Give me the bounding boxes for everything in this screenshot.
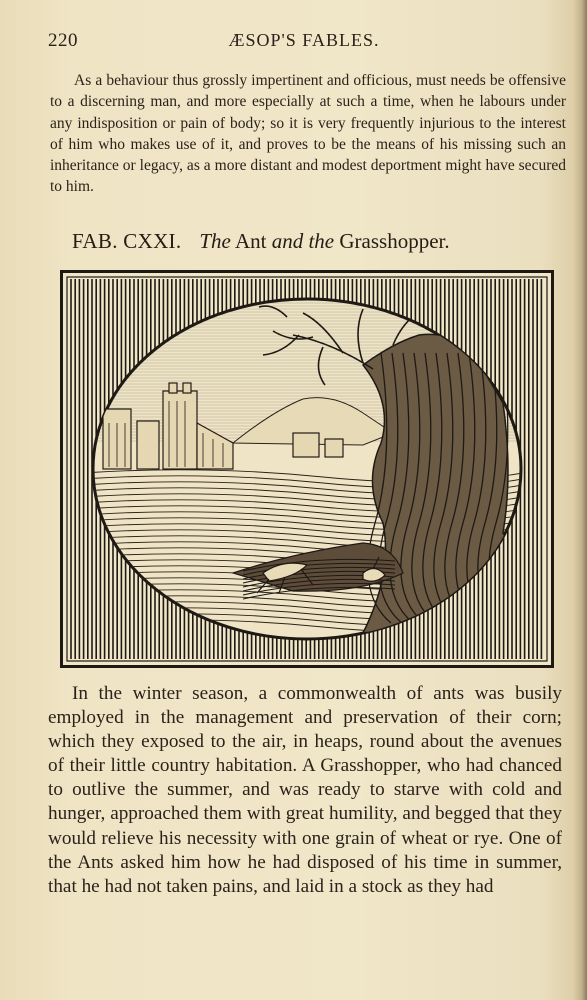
fable-title-word-and-the: and the <box>271 229 335 253</box>
fable-number: FAB. CXXI. <box>72 229 182 253</box>
woodcut-illustration <box>60 270 554 668</box>
page-header <box>48 30 560 56</box>
page-edge-shadow <box>573 0 587 1000</box>
fable-title-word-ant: Ant <box>234 229 267 253</box>
fable-title-word-grasshopper: Grasshopper. <box>339 229 450 253</box>
running-title: ÆSOP'S FABLES. <box>228 30 380 50</box>
page-number: 220 <box>48 30 78 51</box>
top-paragraph: As a behaviour thus grossly impertinent and officious, must needs be offensive to a discerning man, and more especially at such a time, when he labours under any indisposition or pain of body; so it is very frequently injurious to the interest of him who makes use of it, and proves to be the means of his missing such an inheritance or legacy, as a more distant and modest deportment might have secured to him. <box>50 72 566 196</box>
woodcut-drawing <box>63 273 551 665</box>
fable-heading <box>72 229 552 254</box>
fable-title-word-the: The <box>199 229 231 253</box>
main-paragraph: In the winter season, a commonwealth of ants was busily employed in the management and preservation of their corn; which they exposed to the air, in heaps, round about the avenues of their little country habitation. A Grasshopper, who had chanced to outlive the summer, and was ready to starve with cold and hunger, approached them with great humility, and begged that they would relieve his necessity with one grain of wheat or rye. One of the Ants asked him how he had disposed of his time in summer, that he had not taken pains, and laid in a stock as they had <box>48 683 562 897</box>
